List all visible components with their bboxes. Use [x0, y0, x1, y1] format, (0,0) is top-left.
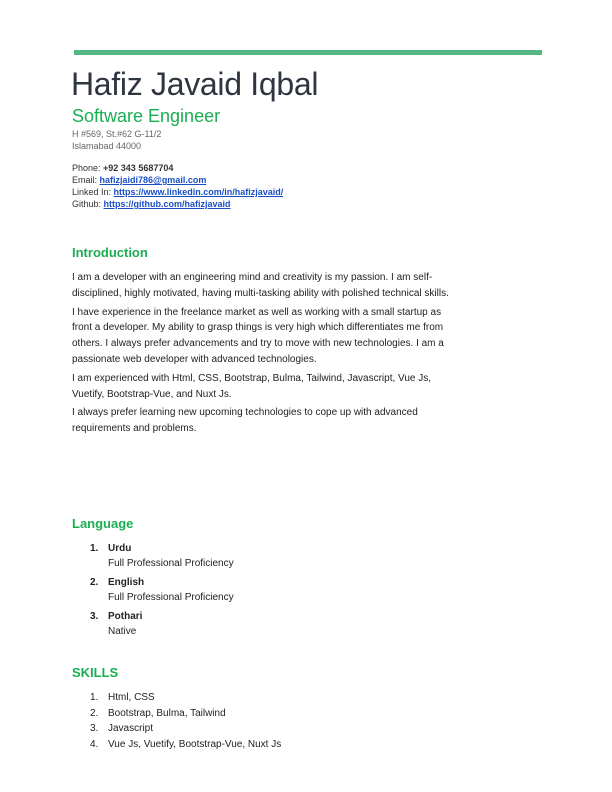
skill-text: Vue Js, Vuetify, Bootstrap-Vue, Nuxt Js — [108, 739, 282, 751]
linkedin-row — [72, 186, 283, 198]
language-heading: Language — [72, 516, 134, 531]
address-line-2: Islamabad 44000 — [72, 141, 142, 151]
address-line-1: H #569, St.#62 G-11/2 — [72, 129, 162, 139]
list-number: 2. — [90, 577, 99, 588]
phone-label: Phone: — [72, 163, 104, 173]
list-number: 3. — [90, 611, 99, 622]
language-name: Urdu — [108, 543, 132, 554]
linkedin-link[interactable]: https://www.linkedin.com/in/hafizjavaid/ — [113, 187, 284, 197]
list-number: 3. — [90, 723, 99, 735]
list-number: 1. — [90, 692, 99, 703]
list-number: 1. — [90, 543, 99, 554]
skill-item — [90, 737, 281, 753]
github-label: Github: — [72, 199, 104, 209]
github-row — [72, 198, 283, 210]
job-title: Software Engineer — [72, 106, 221, 126]
phone-value: +92 343 5687704 — [103, 163, 174, 173]
skill-text: Javascript — [108, 723, 154, 735]
intro-paragraph: I am a developer with an engineering mind and creativity is my passion. I am self-disciplined, highly motivated, having multi-tasking ability with polished technical skills. — [72, 272, 449, 299]
github-link[interactable]: https://github.com/hafizjavaid — [103, 199, 231, 209]
contact-info — [72, 162, 283, 210]
intro-paragraph: I am experienced with Html, CSS, Bootstrap, Bulma, Tailwind, Javascript, Vue Js, Vuetify, Bootstrap-Vue, and Nuxt Js. — [72, 372, 432, 400]
skill-text: Bootstrap, Bulma, Tailwind — [108, 707, 226, 719]
linkedin-label: Linked In: — [72, 187, 114, 197]
skills-list — [90, 690, 281, 753]
skill-item — [90, 721, 281, 737]
address — [72, 128, 161, 152]
intro-paragraph: I have experience in the freelance market as well as working with a small startup as front a developer. My ability to grasp things is very high which differentiates me from others. I always prefer advancements and try to move with new technologies. I am a passionate web developer with advanced technologies. — [72, 306, 444, 365]
language-level: Full Professional Proficiency — [108, 592, 234, 603]
introduction-body — [72, 270, 452, 440]
email-link[interactable]: hafizjaidi786@gmail.com — [99, 175, 207, 185]
skills-heading: SKILLS — [72, 665, 119, 680]
email-label: Email: — [72, 175, 100, 185]
list-number: 4. — [90, 739, 99, 751]
header-accent-bar — [74, 50, 542, 55]
email-row — [72, 174, 283, 186]
language-item — [90, 575, 234, 605]
language-name: Pothari — [108, 611, 143, 622]
language-name: English — [108, 577, 145, 588]
language-level: Native — [108, 626, 137, 637]
skill-item — [90, 706, 281, 722]
language-list — [90, 541, 234, 643]
skill-item — [90, 690, 281, 706]
intro-paragraph: I always prefer learning new upcoming technologies to cope up with advanced requirements and problems. — [72, 407, 418, 435]
skill-text: Html, CSS — [108, 692, 155, 703]
language-item — [90, 609, 234, 639]
candidate-name: Hafiz Javaid Iqbal — [71, 66, 319, 102]
phone-row — [72, 162, 283, 174]
language-level: Full Professional Proficiency — [108, 558, 234, 569]
introduction-heading: Introduction — [72, 245, 148, 260]
language-item — [90, 541, 234, 571]
list-number: 2. — [90, 707, 99, 719]
